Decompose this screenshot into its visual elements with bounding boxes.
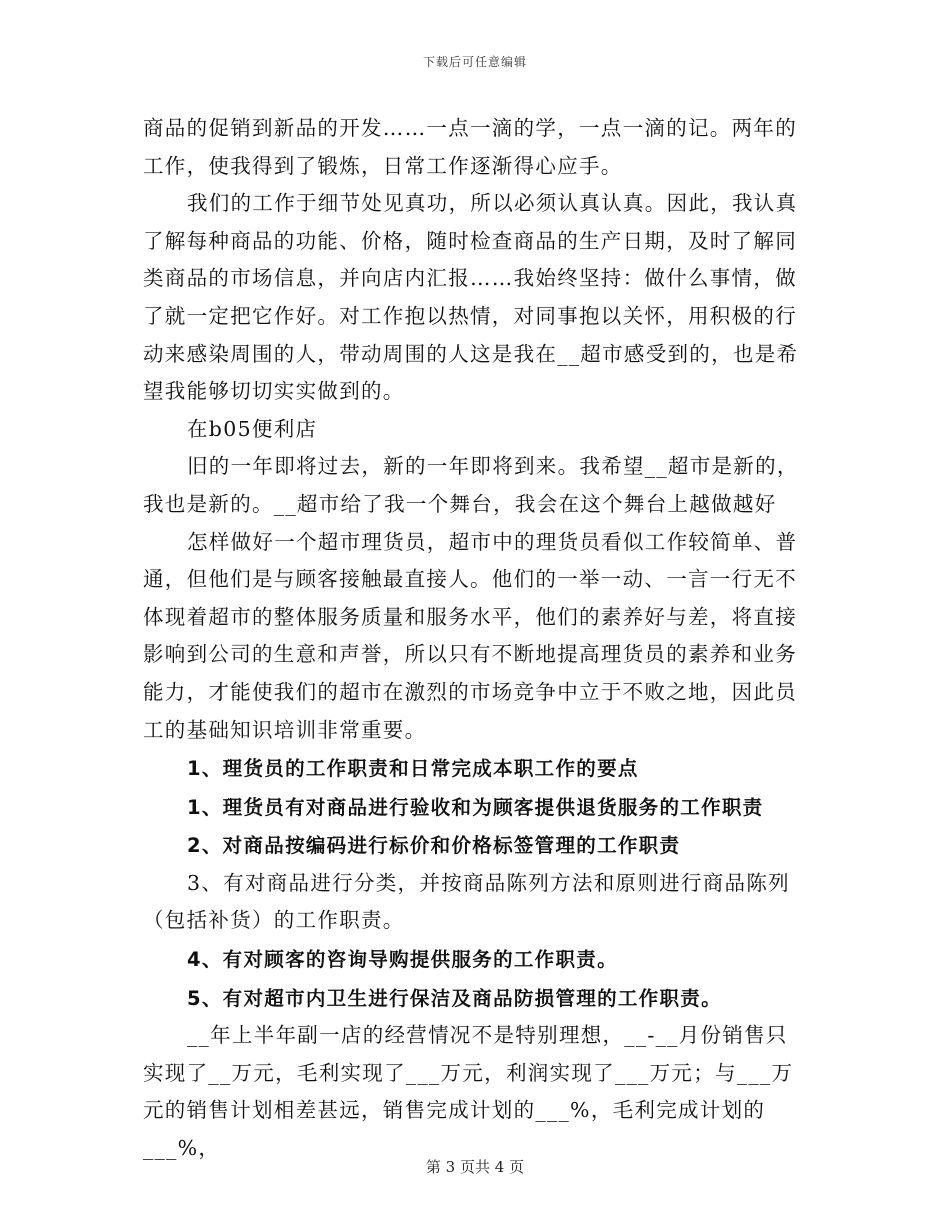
section-heading-2: 1、理货员有对商品进行验收和为顾客提供退货服务的工作职责 (187, 795, 764, 819)
paragraph-1: 商品的促销到新品的开发……一点一滴的学，一点一滴的记。两年的工作，使我得到了锻炼，日常工作逐渐得心应手。 (143, 116, 797, 178)
paragraph-4: 旧的一年即将过去，新的一年即将到来。我希望__超市是新的，我也是新的。__超市给了我一个舞台，我会在这个舞台上越做越好 (143, 454, 799, 516)
document-body (143, 110, 808, 1168)
section-heading-4: 4、有对顾客的咨询导购提供服务的工作职责。 (187, 948, 618, 972)
section-heading-5: 5、有对超市内卫生进行保洁及商品防损管理的工作职责。 (187, 986, 722, 1010)
section-heading-1: 1、理货员的工作职责和日常完成本职工作的要点 (187, 757, 639, 781)
paragraph-3: 在b05便利店 (187, 416, 318, 441)
paragraph-duty-3: 3、有对商品进行分类，并按商品陈列方法和原则进行商品陈列（包括补货）的工作职责。 (143, 870, 790, 933)
section-heading-3: 2、对商品按编码进行标价和价格标签管理的工作职责 (187, 834, 681, 858)
paragraph-5: 怎样做好一个超市理货员，超市中的理货员看似工作较简单、普通，但他们是与顾客接触最直接人。他们的一举一动、一言一行无不体现着超市的整体服务质量和服务水平，他们的素养好与差，将直接影响到公司的生意和声誉，所以只有不断地提高理货员的素养和业务能力，才能使我们的超市在激烈的市场竞争中立于不败之地，因此员工的基础知识培训非常重要。 (143, 529, 798, 742)
paragraph-sales-report: __年上半年副一店的经营情况不是特别理想，__-__月份销售只实现了__万元，毛利实现了___万元，利润实现了___万元；与___万元的销售计划相差甚远，销售完成计划的___%，毛利完成计划的___%， (143, 1023, 794, 1161)
page-header: 下载后可任意编辑 (422, 55, 527, 69)
paragraph-2: 我们的工作于细节处见真功，所以必须认真认真。因此，我认真了解每种商品的功能、价格，随时检查商品的生产日期，及时了解同类商品的市场信息，并向店内汇报……我始终坚持：做什么事情，做了就一定把它作好。对工作抱以热情，对同事抱以关怀，用积极的行动来感染周围的人，带动周围的人这是我在__超市感受到的，也是希望我能够切切实实做到的。 (143, 191, 799, 404)
page-footer: 第 3 页共 4 页 (425, 1158, 525, 1176)
